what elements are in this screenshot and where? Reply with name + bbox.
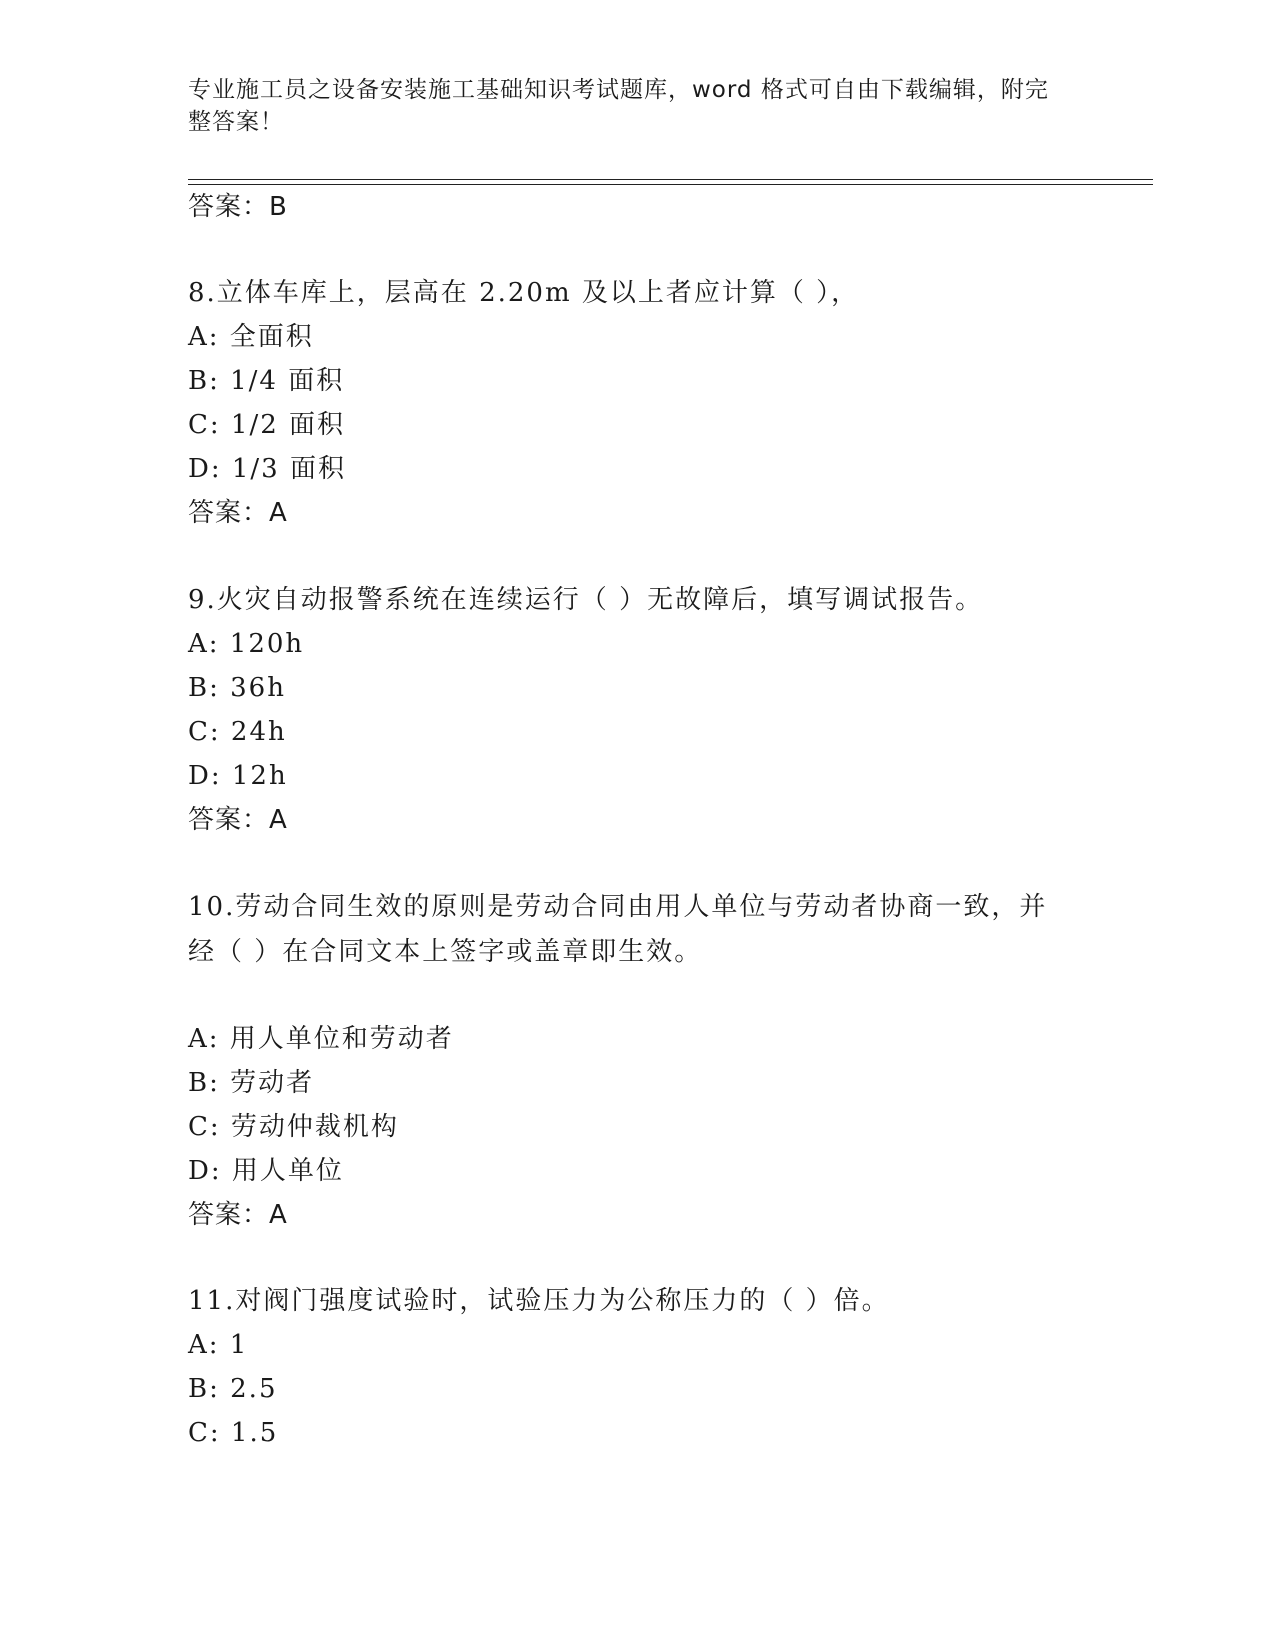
question-stem: 8.立体车库上，层高在 2.20m 及以上者应计算（ ）， <box>188 278 860 308</box>
option-a: A: 全面积 <box>188 322 314 352</box>
option-c: C: 1.5 <box>188 1418 279 1448</box>
question-stem: 9.火灾自动报警系统在连续运行（ ）无故障后，填写调试报告。 <box>188 585 984 615</box>
question-stem: 10.劳动合同生效的原则是劳动合同由用人单位与劳动者协商一致，并经（ ）在合同文本上签字或盖章即生效。 <box>188 892 1048 967</box>
option-a: A: 120h <box>188 629 305 659</box>
option-c: C: 24h <box>188 717 287 747</box>
answer-line: 答案：A <box>188 498 288 528</box>
header-rule-top <box>188 179 1153 180</box>
answer-line: 答案：A <box>188 1200 288 1230</box>
option-d: D: 1/3 面积 <box>188 454 346 484</box>
option-d: D: 用人单位 <box>188 1156 344 1186</box>
document-header: 专业施工员之设备安装施工基础知识考试题库，word 格式可自由下载编辑，附完整答案！ <box>188 77 1049 135</box>
option-a: A: 用人单位和劳动者 <box>188 1024 454 1054</box>
option-b: B: 36h <box>188 673 286 703</box>
answer-line: 答案：A <box>188 805 288 835</box>
question-stem: 11.对阀门强度试验时，试验压力为公称压力的（ ）倍。 <box>188 1286 890 1316</box>
answer-line: 答案：B <box>188 192 288 222</box>
option-b: B: 1/4 面积 <box>188 366 345 396</box>
option-a: A: 1 <box>188 1330 249 1360</box>
option-c: C: 劳动仲裁机构 <box>188 1112 399 1142</box>
option-c: C: 1/2 面积 <box>188 410 346 440</box>
header-rule-bottom <box>188 184 1153 185</box>
option-b: B: 劳动者 <box>188 1068 315 1098</box>
option-b: B: 2.5 <box>188 1374 278 1404</box>
option-d: D: 12h <box>188 761 288 791</box>
